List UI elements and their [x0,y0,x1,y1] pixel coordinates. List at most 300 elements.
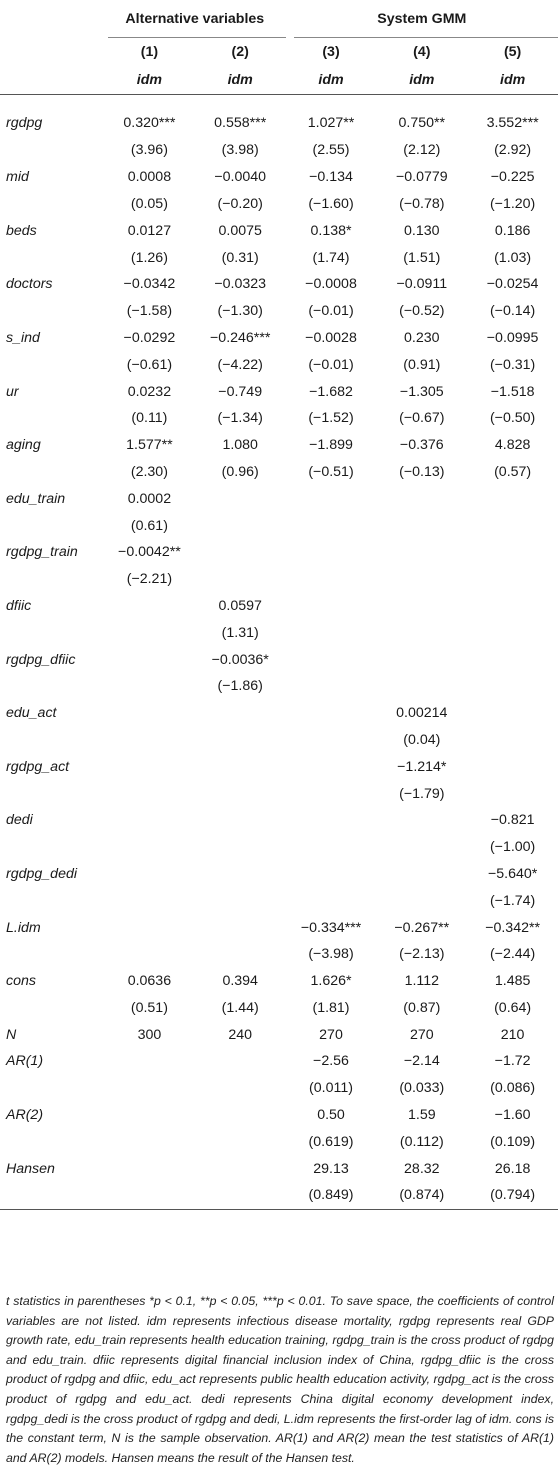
cell-value: −2.56 [313,1053,349,1070]
cell-value: 300 [137,1026,162,1043]
table-row [0,378,558,405]
cell-value [104,619,195,646]
table-row [0,727,558,754]
cell-value: −1.72 [494,1053,531,1070]
cell-value: (−1.34) [217,410,263,427]
cell-value: (2.55) [312,142,350,159]
table-row [0,191,558,218]
variable-name: dfiic [6,597,32,614]
cell-value [286,566,377,593]
table-body [0,95,558,1210]
cell-value: (−4.22) [217,356,263,373]
table-row [0,1182,558,1209]
cell-value: (0.05) [130,195,168,212]
table-row [0,995,558,1022]
variable-name [0,619,104,646]
column-number: (4) [413,44,431,60]
cell-value: 0.320*** [123,115,176,131]
variable-name [0,887,104,914]
cell-value [467,780,558,807]
cell-value: (−0.20) [217,195,263,212]
cell-value [286,753,377,780]
cell-value: −2.14 [403,1053,440,1070]
variable-name [0,941,104,968]
cell-value [376,566,467,593]
cell-value: (2.30) [130,463,168,480]
variable-name: cons [6,973,36,990]
cell-value [104,1155,195,1182]
cell-value: (−0.50) [489,410,536,427]
cell-value: (0.033) [399,1080,445,1097]
cell-value [467,539,558,566]
cell-value: (−3.98) [308,946,354,963]
cell-value: 0.50 [317,1107,345,1124]
cell-value: 0.0008 [127,169,172,186]
variable-name: rgdpg_act [6,758,70,775]
cell-value: −0.0342 [123,276,176,293]
cell-value [286,512,377,539]
cell-value [104,753,195,780]
cell-value: 1.626* [310,973,352,990]
cell-value [467,619,558,646]
table-row [0,700,558,727]
cell-value [195,887,286,914]
cell-value: 0.0232 [127,383,172,400]
cell-value: (0.87) [403,999,441,1016]
cell-value [286,727,377,754]
cell-value: (−0.51) [308,463,354,480]
column-number: (5) [503,44,522,60]
cell-value: (−0.78) [399,195,445,212]
cell-value: 270 [409,1026,434,1043]
table-row [0,887,558,914]
cell-value: 0.394 [222,973,258,990]
table-row [0,968,558,995]
cell-value [286,646,377,673]
table-row [0,137,558,164]
cell-value: −0.0040 [214,169,267,186]
cell-value: 0.0002 [127,490,172,507]
table-row [0,1155,558,1182]
cell-value [195,807,286,834]
cell-value [467,485,558,512]
cell-value: 29.13 [313,1160,349,1177]
variable-name [0,351,104,378]
cell-value: (−1.20) [489,195,536,212]
cell-value: (2.92) [494,142,532,159]
cell-value: (0.874) [376,1182,467,1209]
table-row [0,834,558,861]
cell-value: (0.51) [130,999,168,1016]
cell-value [376,593,467,620]
column-number-row [0,38,558,66]
cell-value: −0.0036* [211,651,269,668]
variable-name [0,1075,104,1102]
dependent-variable: idm [195,66,286,95]
cell-value [376,861,467,888]
cell-value [376,646,467,673]
table-row [0,459,558,486]
table-row [0,646,558,673]
dependent-variable: idm [376,66,467,95]
variable-name: mid [6,169,29,186]
cell-value [467,753,558,780]
cell-value [286,593,377,620]
cell-value: 0.00214 [396,705,448,722]
table-row [0,325,558,352]
cell-value [104,1048,195,1075]
cell-value: 3.552*** [486,115,539,131]
cell-value [104,1075,195,1102]
table-row [0,485,558,512]
table-row [0,351,558,378]
cell-value: (1.51) [403,249,441,266]
cell-value: (0.011) [309,1080,353,1097]
cell-value: (−2.13) [399,946,445,963]
cell-value: (0.96) [221,463,259,480]
cell-value: 0.138* [310,222,352,239]
cell-value [195,1182,286,1209]
variable-name [0,727,104,754]
variable-name: ur [6,383,19,400]
cell-value [286,539,377,566]
table-row [0,405,558,432]
cell-value [286,887,377,914]
cell-value: −1.60 [494,1107,531,1124]
cell-value [104,834,195,861]
variable-name [0,673,104,700]
cell-value: 26.18 [494,1160,531,1177]
table-row [0,164,558,191]
cell-value: (−2.44) [489,946,536,963]
cell-value [195,861,286,888]
cell-value: 0.750** [398,115,446,131]
cell-value [195,700,286,727]
cell-value: 1.027** [307,115,355,131]
cell-value [195,834,286,861]
cell-value: −0.749 [218,383,263,400]
cell-value: 1.59 [407,1107,436,1124]
cell-value [104,780,195,807]
variable-name [0,1182,104,1209]
cell-value: (0.109) [490,1133,536,1150]
table-row [0,807,558,834]
cell-value: (3.96) [130,142,168,159]
cell-value [195,1128,286,1155]
variable-name [0,780,104,807]
cell-value: (−1.86) [217,678,263,695]
variable-name [0,566,104,593]
cell-value: (−0.01) [308,356,354,373]
table-row [0,1102,558,1129]
cell-value: 1.112 [404,973,440,990]
cell-value: (1.44) [221,999,259,1016]
cell-value [195,566,286,593]
table-header [0,0,558,95]
cell-value: (0.04) [403,731,441,748]
column-number: (3) [322,44,340,60]
cell-value [104,1182,195,1209]
variable-name: dedi [6,812,33,829]
variable-name [0,244,104,271]
cell-value: 210 [500,1026,525,1043]
variable-name [0,137,104,164]
cell-value: (−0.31) [489,356,536,373]
cell-value [467,512,558,539]
cell-value [467,727,558,754]
cell-value [104,1102,195,1129]
table-row [0,673,558,700]
variable-name: rgdpg_train [6,544,78,561]
cell-value: (−0.13) [399,463,445,480]
header-blank [0,38,104,66]
cell-value [195,512,286,539]
table-row [0,432,558,459]
cell-value [195,914,286,941]
cell-value: −1.518 [490,383,535,400]
cell-value: 28.32 [404,1160,440,1177]
cell-value: (−1.60) [308,195,354,212]
table-row [0,593,558,620]
cell-value: (1.03) [494,249,532,266]
variable-name [0,405,104,432]
cell-value [104,727,195,754]
table-footnote: t statistics in parentheses *p < 0.1, **p < 0.05, ***p < 0.01. To save space, the coefficients of control variables are not listed. idm represents infectious disease mortality, rgdpg represents real GDP growth rate, edu_train represents health education training, rgdpg_train is the cross product of rgdpg and edu_train. dfiic represents digital financial inclusion index of China, rgdpg_dfiic is the cross product of rgdpg and dfiic, edu_act represents public health education activity, rgdpg_act is the cross product of rgdpg and edu_act. dedi represents China digital economy development index, rgdpg_dedi is the cross product of rgdpg and dedi, L.idm represents the first-order lag of idm. cons is the constant term, N is the sample observation. AR(1) and AR(2) mean the test statistics of AR(1) and AR(2) models. Hansen means the result of the Hansen test. [6,1294,554,1465]
table-row [0,217,558,244]
cell-value: −0.821 [490,812,535,829]
cell-value: (0.086) [490,1080,536,1097]
cell-value: (0.64) [494,999,532,1016]
cell-value [376,539,467,566]
cell-value: −0.0028 [305,329,357,346]
cell-value [376,512,467,539]
cell-value: 1.485 [494,973,531,990]
variable-name: edu_train [6,490,66,507]
cell-value: (0.112) [399,1133,444,1150]
cell-value: (−2.21) [126,571,173,588]
cell-value [104,593,195,620]
cell-value: (0.619) [308,1133,354,1150]
cell-value [286,861,377,888]
cell-value: 0.230 [404,329,440,346]
group-header-gmm: System GMM [286,0,558,38]
cell-value: −1.682 [309,383,353,400]
cell-value [195,941,286,968]
cell-value: −0.0042** [118,544,181,561]
variable-name [0,995,104,1022]
variable-name: L.idm [6,919,41,936]
cell-value [467,646,558,673]
cell-value: (1.26) [130,249,168,266]
variable-name: AR(2) [6,1107,44,1124]
cell-value: 270 [319,1026,343,1043]
cell-value [104,914,195,941]
cell-value [195,780,286,807]
cell-value [195,753,286,780]
cell-value [195,485,286,512]
variable-name [0,1128,104,1155]
header-blank [0,66,104,95]
variable-name: doctors [6,276,53,293]
variable-name: beds [6,222,37,239]
cell-value: 0.130 [404,222,440,239]
cell-value: (−1.30) [217,303,263,320]
variable-name [0,298,104,325]
cell-value: −5.640* [487,865,538,882]
cell-value: −0.0995 [486,329,539,346]
table-row [0,861,558,888]
cell-value [195,1048,286,1075]
cell-value [376,673,467,700]
table-row [0,512,558,539]
cell-value: (1.31) [221,624,259,641]
cell-value: (−0.61) [126,356,173,373]
cell-value: 0.186 [494,222,531,239]
cell-value: −0.0911 [396,276,448,293]
table-row [0,95,558,138]
cell-value [376,619,467,646]
cell-value: 0.0127 [127,222,172,239]
cell-value [467,566,558,593]
cell-value: (−0.01) [308,303,354,320]
table-row [0,539,558,566]
cell-value: (2.12) [403,142,441,159]
cell-value: (0.31) [221,249,259,266]
variable-name [0,834,104,861]
cell-value [195,1102,286,1129]
cell-value: 1.080 [222,437,258,454]
dependent-variable-row [0,66,558,95]
cell-value [195,727,286,754]
variable-name: s_ind [6,329,40,346]
variable-name [0,512,104,539]
cell-value: (−1.00) [489,839,536,856]
cell-value [376,887,467,914]
cell-value [376,807,467,834]
cell-value: −0.376 [399,437,444,454]
cell-value: 4.828 [494,437,531,454]
table-row [0,271,558,298]
cell-value: −1.305 [399,383,444,400]
variable-name: aging [6,437,41,454]
cell-value: −0.0254 [486,276,539,293]
cell-value [286,619,377,646]
table-row [0,566,558,593]
cell-value [286,485,377,512]
cell-value [104,861,195,888]
cell-value: −0.0292 [123,329,176,346]
cell-value [286,673,377,700]
cell-value [467,700,558,727]
header-blank [0,0,104,38]
cell-value [195,539,286,566]
cell-value [376,485,467,512]
cell-value: −0.246*** [210,329,271,346]
variable-name [0,459,104,486]
cell-value [467,673,558,700]
cell-value: (0.57) [494,463,532,480]
dependent-variable: idm [467,66,558,95]
cell-value [467,593,558,620]
cell-value: −0.0323 [214,276,267,293]
cell-value [286,700,377,727]
cell-value: 0.558*** [214,115,267,131]
table-row [0,619,558,646]
cell-value: (1.74) [312,249,350,266]
table-row [0,780,558,807]
cell-value: (−1.79) [399,785,445,802]
cell-value: −0.0008 [305,276,357,293]
table-row [0,914,558,941]
cell-value: (−0.52) [399,303,445,320]
cell-value: −1.899 [309,437,353,454]
cell-value: −1.214* [397,758,447,775]
cell-value: −0.134 [309,169,353,186]
cell-value [195,1155,286,1182]
cell-value [104,807,195,834]
table-row [0,1128,558,1155]
cell-value: −0.225 [490,169,535,186]
cell-value: 0.0075 [218,222,262,239]
cell-value [376,834,467,861]
cell-value [104,646,195,673]
cell-value [104,941,195,968]
variable-name: N [6,1026,17,1043]
cell-value: (−1.74) [489,892,536,909]
cell-value: (0.61) [130,517,168,534]
variable-name: AR(1) [6,1053,44,1070]
cell-value [286,780,377,807]
dependent-variable: idm [104,66,195,95]
cell-value: (0.91) [403,356,441,373]
variable-name: rgdpg [6,115,43,131]
variable-name: rgdpg_dedi [6,865,77,882]
cell-value: (0.794) [467,1182,558,1209]
cell-value [195,1075,286,1102]
table-row [0,298,558,325]
table-row [0,1021,558,1048]
table-row [0,753,558,780]
cell-value [104,700,195,727]
table-row [0,1048,558,1075]
cell-value [286,834,377,861]
cell-value: (−1.58) [126,303,173,320]
cell-value: 240 [228,1026,253,1043]
variable-name [0,191,104,218]
cell-value: 1.577** [126,437,173,454]
variable-name: Hansen [6,1160,55,1177]
table-row [0,244,558,271]
dependent-variable: idm [286,66,377,95]
cell-value: (−0.67) [399,410,445,427]
cell-value: (1.81) [312,999,350,1016]
cell-value: −0.342** [485,919,541,936]
cell-value [104,1128,195,1155]
cell-value: −0.334*** [300,919,362,936]
group-header-alternative: Alternative variables [104,0,286,38]
cell-value: 0.0597 [218,597,262,614]
column-number: (2) [231,44,249,60]
cell-value: (0.849) [286,1182,377,1209]
cell-value: (−0.14) [489,303,536,320]
cell-value [104,673,195,700]
variable-name: edu_act [6,705,57,722]
column-number: (1) [140,44,159,60]
cell-value: −0.0779 [395,169,448,186]
cell-value [286,807,377,834]
cell-value: −0.267** [394,919,450,936]
cell-value [104,887,195,914]
